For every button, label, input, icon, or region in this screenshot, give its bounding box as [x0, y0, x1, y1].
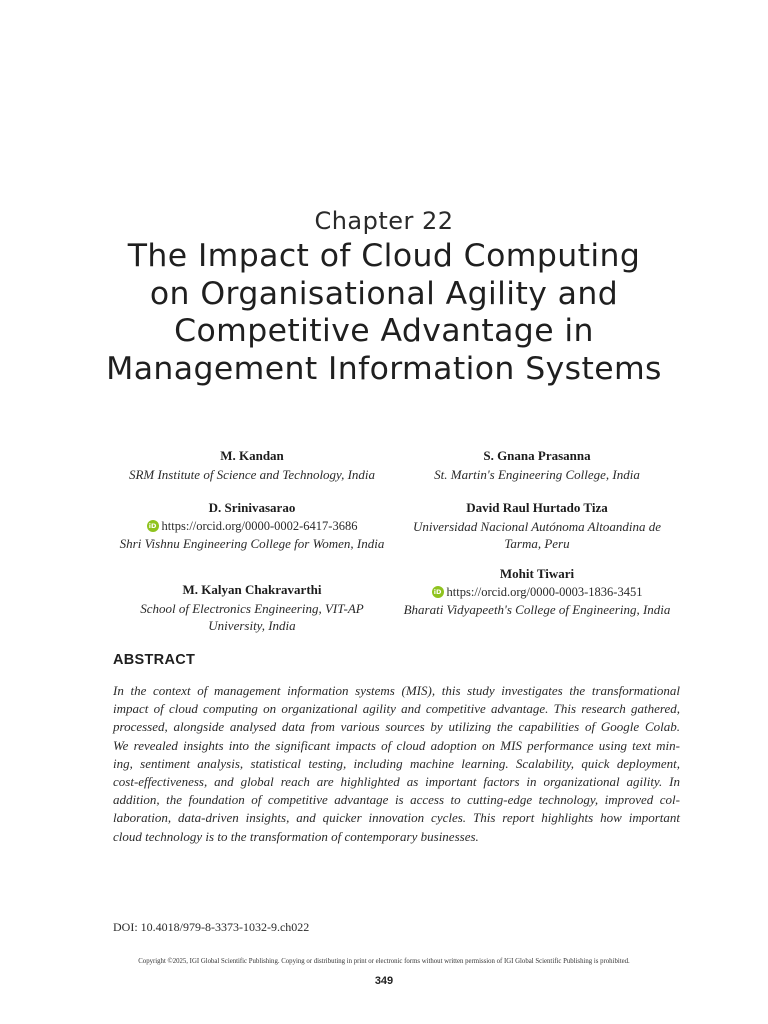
author-name: M. Kalyan Chakravarthi	[182, 582, 322, 597]
author-name: M. Kandan	[220, 448, 284, 463]
author-affiliation: St. Martin's Engineering College, India	[434, 467, 640, 482]
abstract-line: impact of cloud computing on organizational agility and competitive advantage. This research gathered,	[113, 701, 680, 717]
author-block	[102, 447, 402, 484]
author-block	[387, 499, 687, 552]
author-block	[387, 447, 687, 484]
author-name: Mohit Tiwari	[499, 566, 575, 581]
author-affiliation: Universidad Nacional Autónoma Altoandina de Tarma, Peru	[413, 519, 661, 551]
orcid-icon: iD	[432, 586, 444, 598]
abstract-line: cloud technology is to the transformation of contemporary businesses.	[113, 828, 479, 844]
author-orcid	[102, 518, 402, 534]
author-name: D. Srinivasarao	[208, 500, 296, 515]
orcid-link[interactable]: https://orcid.org/0000-0003-1836-3451	[446, 585, 643, 599]
abstract-line: cost-effectiveness, and global reach are highlighted as important factors in organizational agility. In	[113, 773, 680, 789]
page-number: 349	[374, 975, 394, 987]
chapter-label: Chapter 22	[314, 207, 454, 235]
author-block	[102, 581, 402, 634]
chapter-title: The Impact of Cloud Computing on Organisational Agility and Competitive Advantage in Management Information Systems	[106, 238, 662, 387]
author-block	[102, 499, 402, 553]
author-affiliation: School of Electronics Engineering, VIT-AP University, India	[140, 601, 364, 633]
copyright-notice: Copyright ©2025, IGI Global Scientific Publishing. Copying or distributing in print or electronic forms without written permission of IGI Global Scientific Publishing is prohibited.	[138, 958, 630, 965]
author-affiliation: Shri Vishnu Engineering College for Women, India	[119, 536, 385, 551]
abstract-line: We revealed insights into the significant impacts of cloud adoption on MIS performance using text min-	[113, 737, 680, 753]
author-name: S. Gnana Prasanna	[483, 448, 591, 463]
abstract-line: addition, the foundation of competitive advantage is access to cutting-edge technology, improved col-	[113, 792, 680, 808]
author-block	[387, 565, 687, 619]
author-affiliation: Bharati Vidyapeeth's College of Engineering, India	[403, 602, 671, 617]
abstract-line: In the context of management information systems (MIS), this study investigates the transformational	[113, 683, 680, 698]
orcid-link[interactable]: https://orcid.org/0000-0002-6417-3686	[161, 519, 358, 533]
author-name: David Raul Hurtado Tiza	[466, 500, 608, 515]
author-affiliation: SRM Institute of Science and Technology, India	[128, 467, 376, 482]
abstract-heading: ABSTRACT	[113, 652, 196, 668]
abstract-line: laboration, data-driven insights, and quicker innovation cycles. This report highlights how important	[113, 810, 680, 826]
orcid-icon: iD	[147, 520, 159, 532]
abstract-line: ing, sentiment analysis, statistical testing, including machine learning. Scalability, quick deployment,	[113, 755, 680, 771]
author-orcid	[387, 584, 687, 600]
doi[interactable]: DOI: 10.4018/979-8-3373-1032-9.ch022	[113, 920, 310, 934]
abstract-line: processed, alongside analysed data from various sources by utilizing the capabilities of Google Colab.	[113, 719, 680, 735]
abstract-text	[113, 682, 680, 846]
